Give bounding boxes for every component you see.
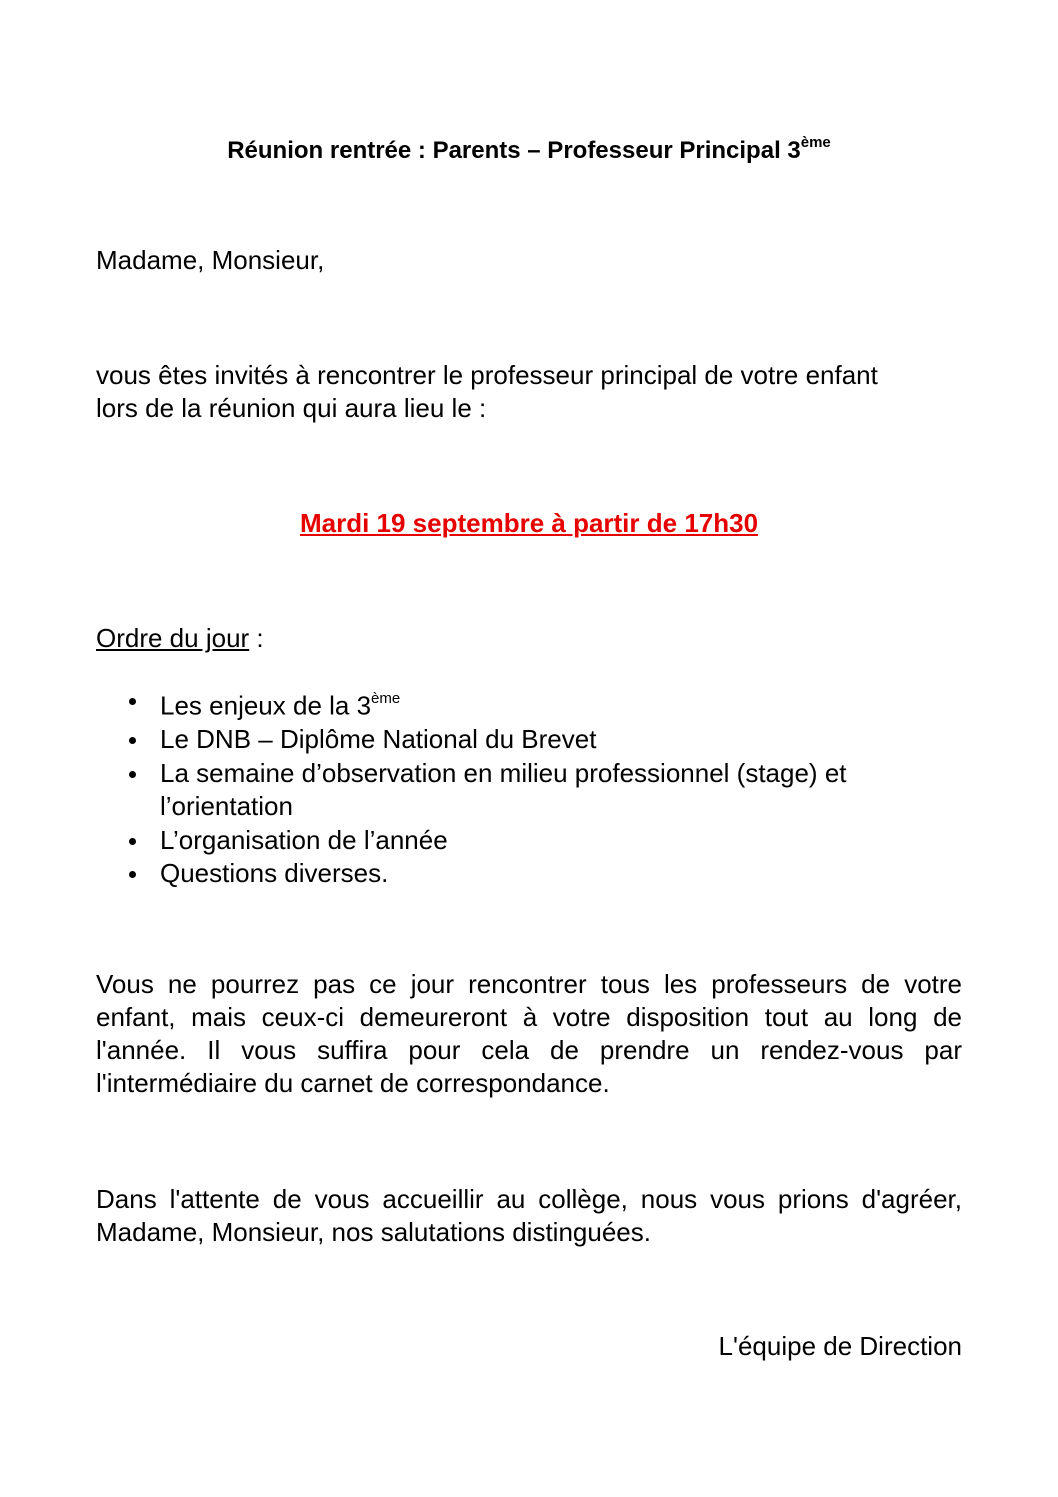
- agenda-item-superscript: ème: [371, 690, 401, 707]
- meeting-date: Mardi 19 septembre à partir de 17h30: [299, 508, 759, 538]
- agenda-item-text: Questions diverses.: [160, 858, 389, 889]
- salutation: Madame, Monsieur,: [96, 245, 325, 275]
- agenda-item-text: La semaine d’observation en milieu professionnel (stage) et l’orientation: [160, 757, 847, 822]
- agenda-label-suffix: :: [249, 623, 264, 653]
- intro-line-1: vous êtes invités à rencontrer le professeur principal de votre enfant: [96, 360, 878, 390]
- agenda-label: Ordre du jour: [96, 623, 250, 653]
- signature: L'équipe de Direction: [718, 1331, 962, 1361]
- agenda-list: [96, 684, 962, 891]
- agenda-item: [96, 684, 962, 723]
- document-title-superscript: ème: [800, 134, 831, 151]
- intro-paragraph: [96, 359, 962, 425]
- agenda-heading: [96, 622, 962, 655]
- agenda-item-text: Le DNB – Diplôme National du Brevet: [160, 724, 597, 755]
- agenda-item: [96, 723, 962, 757]
- availability-paragraph: Vous ne pourrez pas ce jour rencontrer tous les professeurs de votre enfant, mais ceux-ci demeureront à votre disposition tout au long de l'année. Il vous suffira pour cela de prendre un rendez-vous par l'intermédiaire du carnet de correspondance.: [96, 969, 962, 1098]
- agenda-item: [96, 824, 962, 858]
- intro-line-2: lors de la réunion qui aura lieu le :: [96, 393, 487, 423]
- document-title-text: Réunion rentrée : Parents – Professeur Principal 3: [227, 137, 801, 164]
- agenda-item: [96, 757, 962, 824]
- agenda-item: [96, 857, 962, 891]
- document-title: [0, 128, 1058, 168]
- agenda-item-text: Les enjeux de la 3: [160, 690, 372, 721]
- agenda-item-text: L’organisation de l’année: [160, 824, 448, 855]
- closing-paragraph: Dans l'attente de vous accueillir au collège, nous vous prions d'agréer, Madame, Monsieur, nos salutations distinguées.: [96, 1184, 962, 1247]
